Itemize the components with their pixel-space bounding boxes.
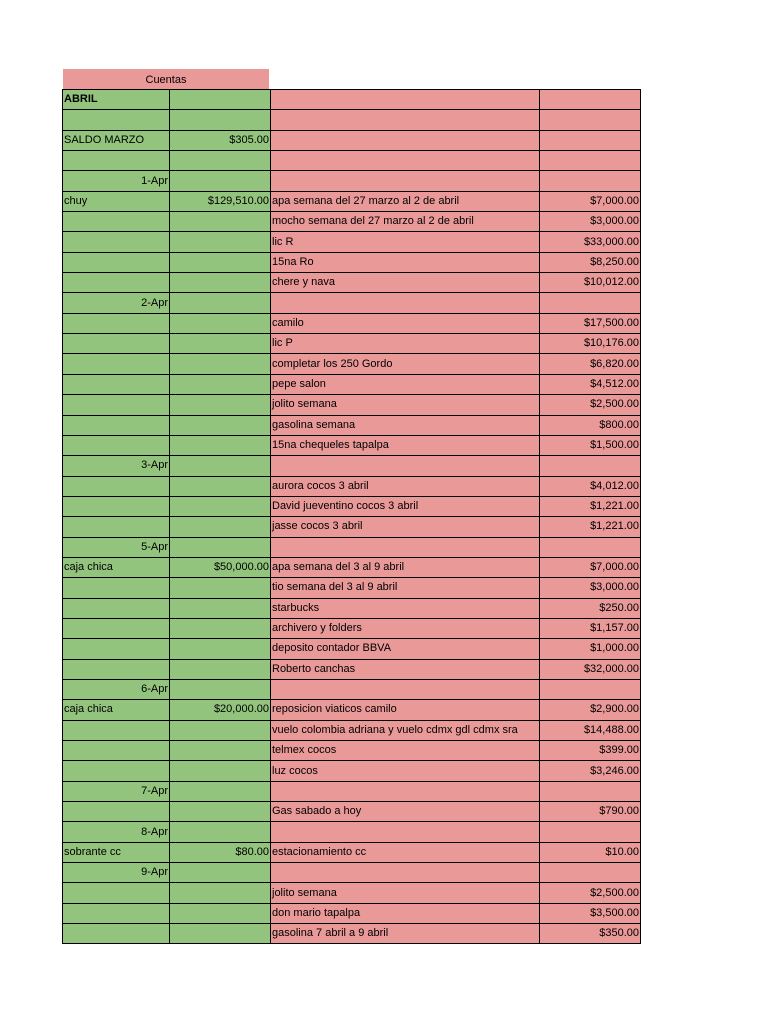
account-cell[interactable] bbox=[63, 354, 170, 374]
income-amount-cell[interactable] bbox=[170, 171, 271, 191]
concept-cell[interactable]: starbucks bbox=[271, 598, 540, 618]
account-cell[interactable]: caja chica bbox=[63, 700, 170, 720]
table-row bbox=[63, 456, 641, 476]
table-row bbox=[63, 639, 641, 659]
account-cell[interactable] bbox=[63, 334, 170, 354]
expense-amount-cell[interactable]: $1,500.00 bbox=[540, 435, 641, 455]
account-cell[interactable]: 5-Apr bbox=[63, 537, 170, 557]
income-amount-cell[interactable]: $80.00 bbox=[170, 842, 271, 862]
account-cell[interactable]: ABRIL bbox=[63, 90, 170, 110]
expense-amount-cell[interactable]: $4,012.00 bbox=[540, 476, 641, 496]
table-row bbox=[63, 700, 641, 720]
income-amount-cell[interactable] bbox=[170, 456, 271, 476]
account-cell[interactable] bbox=[63, 415, 170, 435]
table-row bbox=[63, 761, 641, 781]
table-row bbox=[63, 720, 641, 740]
expense-amount-cell[interactable]: $10.00 bbox=[540, 842, 641, 862]
concept-cell[interactable]: pepe salon bbox=[271, 374, 540, 394]
concept-cell[interactable]: apa semana del 3 al 9 abril bbox=[271, 557, 540, 577]
expense-amount-cell[interactable]: $250.00 bbox=[540, 598, 641, 618]
expense-amount-cell[interactable]: $790.00 bbox=[540, 802, 641, 822]
income-amount-cell[interactable] bbox=[170, 639, 271, 659]
concept-cell[interactable] bbox=[271, 863, 540, 883]
expense-amount-cell[interactable] bbox=[540, 679, 641, 699]
concept-cell[interactable]: estacionamiento cc bbox=[271, 842, 540, 862]
account-cell[interactable] bbox=[63, 395, 170, 415]
income-amount-cell[interactable] bbox=[170, 761, 271, 781]
concept-cell[interactable] bbox=[271, 110, 540, 130]
concept-cell[interactable]: completar los 250 Gordo bbox=[271, 354, 540, 374]
expense-amount-cell[interactable]: $2,500.00 bbox=[540, 395, 641, 415]
account-cell[interactable] bbox=[63, 517, 170, 537]
income-amount-cell[interactable] bbox=[170, 232, 271, 252]
concept-cell[interactable]: mocho semana del 27 marzo al 2 de abril bbox=[271, 212, 540, 232]
table-row bbox=[63, 659, 641, 679]
income-amount-cell[interactable] bbox=[170, 679, 271, 699]
account-cell[interactable] bbox=[63, 313, 170, 333]
table-row bbox=[63, 212, 641, 232]
account-cell[interactable] bbox=[63, 761, 170, 781]
table-row bbox=[63, 130, 641, 150]
table-row bbox=[63, 741, 641, 761]
account-cell[interactable]: 3-Apr bbox=[63, 456, 170, 476]
concept-cell[interactable]: telmex cocos bbox=[271, 741, 540, 761]
account-cell[interactable]: 9-Apr bbox=[63, 863, 170, 883]
concept-cell[interactable] bbox=[271, 90, 540, 110]
account-cell[interactable]: 6-Apr bbox=[63, 679, 170, 699]
table-row bbox=[63, 354, 641, 374]
concept-cell[interactable] bbox=[271, 130, 540, 150]
expense-amount-cell[interactable]: $3,500.00 bbox=[540, 903, 641, 923]
table-row bbox=[63, 802, 641, 822]
account-cell[interactable] bbox=[63, 578, 170, 598]
concept-cell[interactable] bbox=[271, 679, 540, 699]
income-amount-cell[interactable] bbox=[170, 476, 271, 496]
income-amount-cell[interactable] bbox=[170, 863, 271, 883]
table-row bbox=[63, 863, 641, 883]
table-row bbox=[63, 781, 641, 801]
account-cell[interactable] bbox=[63, 476, 170, 496]
income-amount-cell[interactable] bbox=[170, 781, 271, 801]
expense-amount-cell[interactable]: $3,000.00 bbox=[540, 578, 641, 598]
table-row bbox=[63, 924, 641, 944]
table-row bbox=[63, 313, 641, 333]
table-row bbox=[63, 293, 641, 313]
income-amount-cell[interactable] bbox=[170, 496, 271, 516]
table-row bbox=[63, 537, 641, 557]
expense-amount-cell[interactable]: $3,246.00 bbox=[540, 761, 641, 781]
concept-cell[interactable]: 15na Ro bbox=[271, 252, 540, 272]
income-amount-cell[interactable] bbox=[170, 903, 271, 923]
expense-amount-cell[interactable]: $1,221.00 bbox=[540, 496, 641, 516]
expense-amount-cell[interactable]: $7,000.00 bbox=[540, 557, 641, 577]
expense-amount-cell[interactable]: $4,512.00 bbox=[540, 374, 641, 394]
account-cell[interactable] bbox=[63, 924, 170, 944]
account-cell[interactable]: 1-Apr bbox=[63, 171, 170, 191]
concept-cell[interactable]: tio semana del 3 al 9 abril bbox=[271, 578, 540, 598]
income-amount-cell[interactable] bbox=[170, 151, 271, 171]
income-amount-cell[interactable] bbox=[170, 334, 271, 354]
income-amount-cell[interactable] bbox=[170, 415, 271, 435]
concept-cell[interactable]: gasolina semana bbox=[271, 415, 540, 435]
account-cell[interactable] bbox=[63, 618, 170, 638]
expense-amount-cell[interactable] bbox=[540, 822, 641, 842]
concept-cell[interactable]: Roberto canchas bbox=[271, 659, 540, 679]
concept-cell[interactable]: aurora cocos 3 abril bbox=[271, 476, 540, 496]
expense-amount-cell[interactable]: $8,250.00 bbox=[540, 252, 641, 272]
table-row bbox=[63, 273, 641, 293]
income-amount-cell[interactable] bbox=[170, 578, 271, 598]
expense-amount-cell[interactable]: $350.00 bbox=[540, 924, 641, 944]
table-row bbox=[63, 476, 641, 496]
concept-cell[interactable]: 15na chequeles tapalpa bbox=[271, 435, 540, 455]
account-cell[interactable] bbox=[63, 720, 170, 740]
expense-amount-cell[interactable] bbox=[540, 456, 641, 476]
table-row bbox=[63, 395, 641, 415]
account-cell[interactable]: chuy bbox=[63, 191, 170, 211]
concept-cell[interactable]: vuelo colombia adriana y vuelo cdmx gdl cdmx sra bbox=[271, 720, 540, 740]
account-cell[interactable] bbox=[63, 639, 170, 659]
expense-amount-cell[interactable]: $32,000.00 bbox=[540, 659, 641, 679]
table-row bbox=[63, 557, 641, 577]
account-cell[interactable]: caja chica bbox=[63, 557, 170, 577]
concept-cell[interactable] bbox=[271, 151, 540, 171]
concept-cell[interactable] bbox=[271, 456, 540, 476]
income-amount-cell[interactable] bbox=[170, 659, 271, 679]
expense-amount-cell[interactable] bbox=[540, 151, 641, 171]
account-cell[interactable] bbox=[63, 598, 170, 618]
expense-amount-cell[interactable]: $17,500.00 bbox=[540, 313, 641, 333]
expense-amount-cell[interactable]: $10,176.00 bbox=[540, 334, 641, 354]
expense-amount-cell[interactable] bbox=[540, 130, 641, 150]
expense-amount-cell[interactable]: $1,000.00 bbox=[540, 639, 641, 659]
account-cell[interactable] bbox=[63, 374, 170, 394]
account-cell[interactable] bbox=[63, 212, 170, 232]
income-amount-cell[interactable] bbox=[170, 395, 271, 415]
expense-amount-cell[interactable] bbox=[540, 90, 641, 110]
account-cell[interactable] bbox=[63, 496, 170, 516]
income-amount-cell[interactable] bbox=[170, 924, 271, 944]
income-amount-cell[interactable] bbox=[170, 883, 271, 903]
concept-cell[interactable]: don mario tapalpa bbox=[271, 903, 540, 923]
table-row bbox=[63, 334, 641, 354]
table-row bbox=[63, 903, 641, 923]
income-amount-cell[interactable] bbox=[170, 354, 271, 374]
expense-amount-cell[interactable]: $7,000.00 bbox=[540, 191, 641, 211]
table-row bbox=[63, 191, 641, 211]
concept-cell[interactable]: lic P bbox=[271, 334, 540, 354]
table-row bbox=[63, 822, 641, 842]
concept-cell[interactable] bbox=[271, 171, 540, 191]
concept-cell[interactable]: reposicion viaticos camilo bbox=[271, 700, 540, 720]
table-row bbox=[63, 496, 641, 516]
table-row bbox=[63, 374, 641, 394]
income-amount-cell[interactable] bbox=[170, 212, 271, 232]
table-row bbox=[63, 110, 641, 130]
income-amount-cell[interactable] bbox=[170, 802, 271, 822]
income-amount-cell[interactable] bbox=[170, 110, 271, 130]
account-cell[interactable] bbox=[63, 151, 170, 171]
expense-amount-cell[interactable]: $2,900.00 bbox=[540, 700, 641, 720]
table-row bbox=[63, 883, 641, 903]
accounts-table-body bbox=[63, 90, 641, 944]
expense-amount-cell[interactable] bbox=[540, 781, 641, 801]
account-cell[interactable] bbox=[63, 741, 170, 761]
accounts-table bbox=[62, 89, 641, 944]
table-row bbox=[63, 578, 641, 598]
table-row bbox=[63, 842, 641, 862]
table-row bbox=[63, 415, 641, 435]
concept-cell[interactable]: lic R bbox=[271, 232, 540, 252]
concept-cell[interactable]: chere y nava bbox=[271, 273, 540, 293]
income-amount-cell[interactable] bbox=[170, 517, 271, 537]
expense-amount-cell[interactable]: $2,500.00 bbox=[540, 883, 641, 903]
table-row bbox=[63, 90, 641, 110]
income-amount-cell[interactable] bbox=[170, 598, 271, 618]
concept-cell[interactable]: Gas sabado a hoy bbox=[271, 802, 540, 822]
income-amount-cell[interactable] bbox=[170, 252, 271, 272]
income-amount-cell[interactable]: $305.00 bbox=[170, 130, 271, 150]
account-cell[interactable]: 8-Apr bbox=[63, 822, 170, 842]
income-amount-cell[interactable]: $20,000.00 bbox=[170, 700, 271, 720]
expense-amount-cell[interactable] bbox=[540, 110, 641, 130]
concept-cell[interactable] bbox=[271, 537, 540, 557]
account-cell[interactable] bbox=[63, 273, 170, 293]
expense-amount-cell[interactable]: $3,000.00 bbox=[540, 212, 641, 232]
table-row bbox=[63, 598, 641, 618]
income-amount-cell[interactable] bbox=[170, 537, 271, 557]
table-row bbox=[63, 232, 641, 252]
concept-cell[interactable] bbox=[271, 781, 540, 801]
expense-amount-cell[interactable] bbox=[540, 171, 641, 191]
expense-amount-cell[interactable]: $1,221.00 bbox=[540, 517, 641, 537]
expense-amount-cell[interactable]: $6,820.00 bbox=[540, 354, 641, 374]
expense-amount-cell[interactable]: $399.00 bbox=[540, 741, 641, 761]
income-amount-cell[interactable] bbox=[170, 374, 271, 394]
concept-cell[interactable]: jolito semana bbox=[271, 395, 540, 415]
expense-amount-cell[interactable]: $10,012.00 bbox=[540, 273, 641, 293]
income-amount-cell[interactable] bbox=[170, 822, 271, 842]
expense-amount-cell[interactable]: $1,157.00 bbox=[540, 618, 641, 638]
income-amount-cell[interactable] bbox=[170, 435, 271, 455]
concept-cell[interactable]: gasolina 7 abril a 9 abril bbox=[271, 924, 540, 944]
table-row bbox=[63, 151, 641, 171]
account-cell[interactable] bbox=[63, 435, 170, 455]
income-amount-cell[interactable]: $50,000.00 bbox=[170, 557, 271, 577]
table-row bbox=[63, 679, 641, 699]
sheet-title[interactable]: Cuentas bbox=[63, 69, 269, 89]
income-amount-cell[interactable]: $129,510.00 bbox=[170, 191, 271, 211]
concept-cell[interactable]: archivero y folders bbox=[271, 618, 540, 638]
account-cell[interactable]: sobrante cc bbox=[63, 842, 170, 862]
concept-cell[interactable]: David jueventino cocos 3 abril bbox=[271, 496, 540, 516]
concept-cell[interactable]: jasse cocos 3 abril bbox=[271, 517, 540, 537]
income-amount-cell[interactable] bbox=[170, 293, 271, 313]
account-cell[interactable] bbox=[63, 659, 170, 679]
table-row bbox=[63, 435, 641, 455]
income-amount-cell[interactable] bbox=[170, 273, 271, 293]
table-row bbox=[63, 252, 641, 272]
account-cell[interactable] bbox=[63, 802, 170, 822]
concept-cell[interactable]: apa semana del 27 marzo al 2 de abril bbox=[271, 191, 540, 211]
account-cell[interactable]: SALDO MARZO bbox=[63, 130, 170, 150]
account-cell[interactable] bbox=[63, 903, 170, 923]
expense-amount-cell[interactable] bbox=[540, 293, 641, 313]
income-amount-cell[interactable] bbox=[170, 720, 271, 740]
concept-cell[interactable] bbox=[271, 822, 540, 842]
account-cell[interactable] bbox=[63, 252, 170, 272]
concept-cell[interactable]: jolito semana bbox=[271, 883, 540, 903]
expense-amount-cell[interactable]: $800.00 bbox=[540, 415, 641, 435]
account-cell[interactable] bbox=[63, 110, 170, 130]
concept-cell[interactable] bbox=[271, 293, 540, 313]
table-row bbox=[63, 171, 641, 191]
concept-cell[interactable]: camilo bbox=[271, 313, 540, 333]
account-cell[interactable] bbox=[63, 883, 170, 903]
income-amount-cell[interactable] bbox=[170, 313, 271, 333]
income-amount-cell[interactable] bbox=[170, 90, 271, 110]
account-cell[interactable]: 7-Apr bbox=[63, 781, 170, 801]
table-row bbox=[63, 618, 641, 638]
concept-cell[interactable]: luz cocos bbox=[271, 761, 540, 781]
account-cell[interactable] bbox=[63, 232, 170, 252]
income-amount-cell[interactable] bbox=[170, 741, 271, 761]
expense-amount-cell[interactable] bbox=[540, 537, 641, 557]
expense-amount-cell[interactable]: $14,488.00 bbox=[540, 720, 641, 740]
table-row bbox=[63, 517, 641, 537]
concept-cell[interactable]: deposito contador BBVA bbox=[271, 639, 540, 659]
account-cell[interactable]: 2-Apr bbox=[63, 293, 170, 313]
income-amount-cell[interactable] bbox=[170, 618, 271, 638]
expense-amount-cell[interactable] bbox=[540, 863, 641, 883]
expense-amount-cell[interactable]: $33,000.00 bbox=[540, 232, 641, 252]
